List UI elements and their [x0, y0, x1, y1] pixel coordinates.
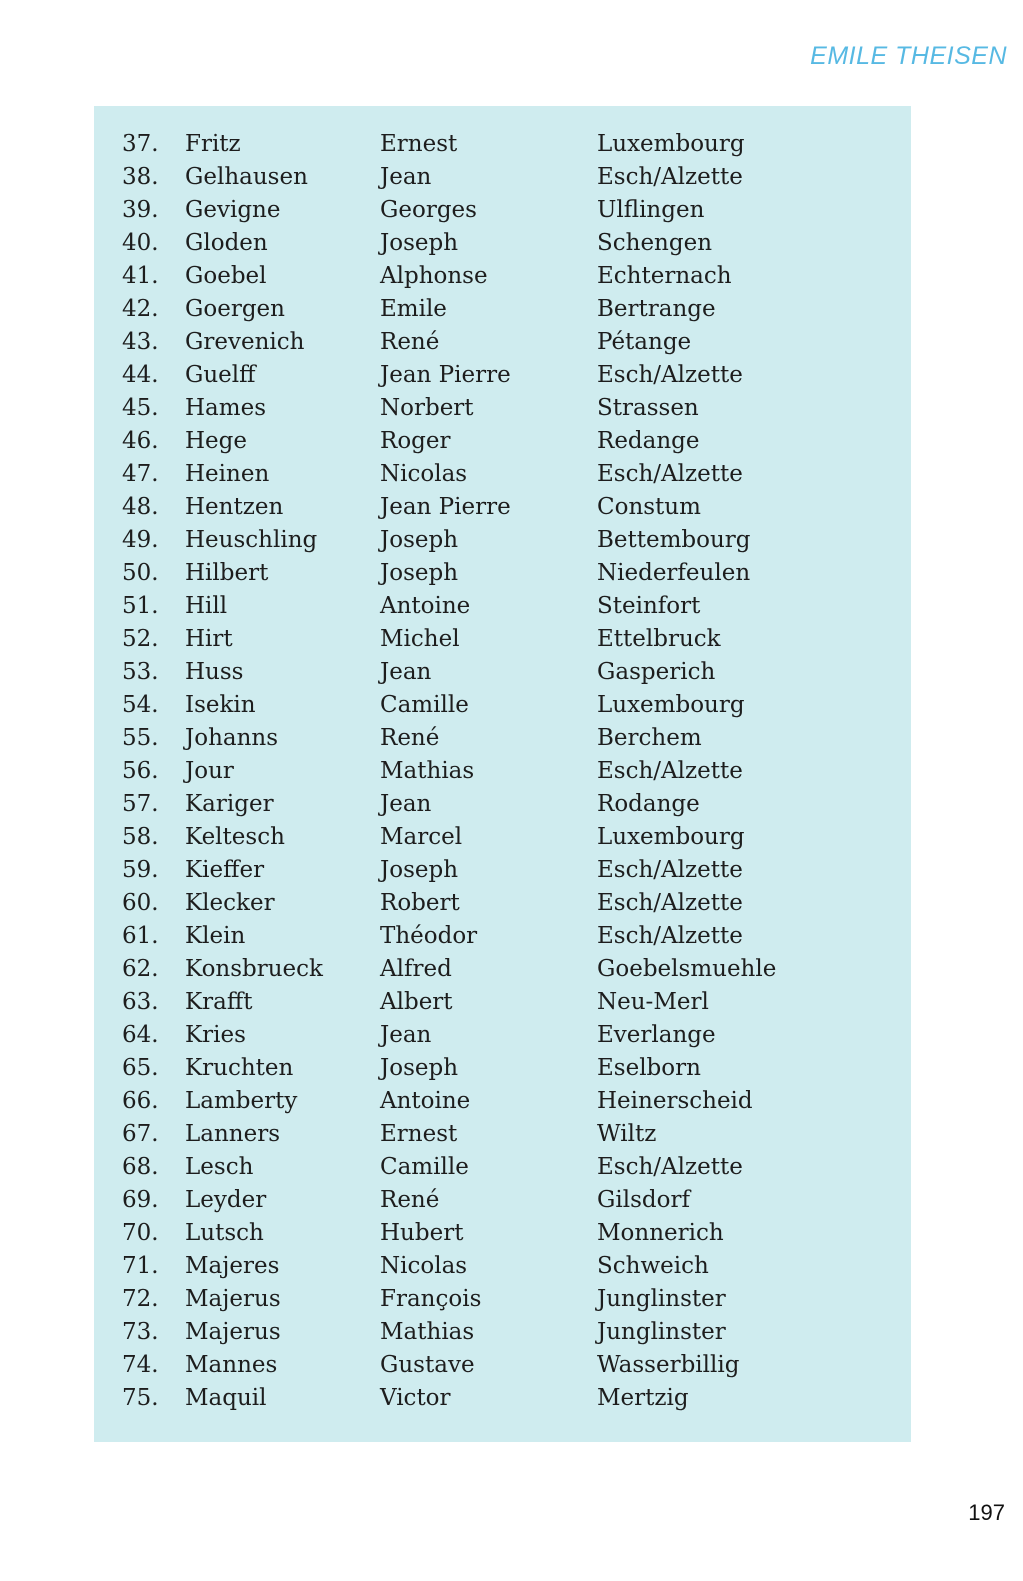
- entry-number: 70.: [122, 1220, 159, 1246]
- entry-surname: Goergen: [185, 296, 285, 322]
- name-list: [94, 130, 911, 1417]
- entry-firstname: René: [380, 725, 440, 751]
- entry-surname: Majeres: [185, 1253, 280, 1279]
- entry-place: Constum: [597, 494, 701, 520]
- entry-surname: Kariger: [185, 791, 274, 817]
- entry-surname: Hill: [185, 593, 228, 619]
- list-item: [94, 889, 911, 922]
- entry-surname: Klecker: [185, 890, 275, 916]
- entry-number: 46.: [122, 428, 159, 454]
- entry-number: 37.: [122, 131, 159, 157]
- entry-place: Eselborn: [597, 1055, 701, 1081]
- entry-place: Wasserbillig: [597, 1352, 740, 1378]
- list-item: [94, 1384, 911, 1417]
- list-item: [94, 922, 911, 955]
- entry-firstname: Joseph: [380, 527, 459, 553]
- entry-surname: Goebel: [185, 263, 267, 289]
- entry-firstname: Georges: [380, 197, 477, 223]
- entry-number: 53.: [122, 659, 159, 685]
- entry-place: Schengen: [597, 230, 713, 256]
- entry-firstname: Victor: [380, 1385, 451, 1411]
- list-item: [94, 1285, 911, 1318]
- entry-firstname: Jean Pierre: [380, 362, 511, 388]
- entry-place: Mertzig: [597, 1385, 689, 1411]
- entry-firstname: Ernest: [380, 131, 458, 157]
- entry-surname: Lutsch: [185, 1220, 264, 1246]
- entry-surname: Lesch: [185, 1154, 254, 1180]
- list-item: [94, 460, 911, 493]
- entry-firstname: Nicolas: [380, 461, 468, 487]
- entry-number: 42.: [122, 296, 159, 322]
- entry-surname: Mannes: [185, 1352, 278, 1378]
- list-item: [94, 592, 911, 625]
- entry-place: Ettelbruck: [597, 626, 721, 652]
- entry-place: Esch/Alzette: [597, 890, 743, 916]
- entry-number: 66.: [122, 1088, 159, 1114]
- entry-firstname: Mathias: [380, 758, 475, 784]
- entry-number: 50.: [122, 560, 159, 586]
- entry-number: 48.: [122, 494, 159, 520]
- list-item: [94, 1318, 911, 1351]
- entry-place: Redange: [597, 428, 700, 454]
- entry-number: 58.: [122, 824, 159, 850]
- list-item: [94, 1054, 911, 1087]
- entry-number: 62.: [122, 956, 159, 982]
- entry-place: Esch/Alzette: [597, 923, 743, 949]
- entry-firstname: Camille: [380, 692, 469, 718]
- entry-surname: Hentzen: [185, 494, 284, 520]
- entry-number: 57.: [122, 791, 159, 817]
- list-item: [94, 955, 911, 988]
- entry-place: Neu-Merl: [597, 989, 709, 1015]
- entry-place: Luxembourg: [597, 824, 745, 850]
- entry-surname: Kries: [185, 1022, 246, 1048]
- entry-firstname: Joseph: [380, 560, 459, 586]
- entry-place: Heinerscheid: [597, 1088, 753, 1114]
- entry-firstname: Mathias: [380, 1319, 475, 1345]
- entry-place: Wiltz: [597, 1121, 657, 1147]
- entry-place: Niederfeulen: [597, 560, 751, 586]
- entry-number: 44.: [122, 362, 159, 388]
- entry-firstname: Roger: [380, 428, 451, 454]
- entry-firstname: Norbert: [380, 395, 474, 421]
- entry-surname: Johanns: [185, 725, 279, 751]
- entry-surname: Gelhausen: [185, 164, 308, 190]
- entry-firstname: Joseph: [380, 230, 459, 256]
- entry-number: 64.: [122, 1022, 159, 1048]
- list-item: [94, 625, 911, 658]
- list-item: [94, 361, 911, 394]
- list-item: [94, 229, 911, 262]
- entry-number: 73.: [122, 1319, 159, 1345]
- entry-surname: Keltesch: [185, 824, 285, 850]
- page-number: 197: [968, 1500, 1005, 1525]
- entry-number: 47.: [122, 461, 159, 487]
- entry-place: Esch/Alzette: [597, 857, 743, 883]
- list-item: [94, 790, 911, 823]
- entry-firstname: Gustave: [380, 1352, 475, 1378]
- entry-number: 67.: [122, 1121, 159, 1147]
- entry-place: Schweich: [597, 1253, 709, 1279]
- entry-number: 39.: [122, 197, 159, 223]
- entry-surname: Grevenich: [185, 329, 305, 355]
- entry-number: 71.: [122, 1253, 159, 1279]
- list-item: [94, 130, 911, 163]
- entry-firstname: Marcel: [380, 824, 463, 850]
- entry-firstname: René: [380, 329, 440, 355]
- entry-place: Bettembourg: [597, 527, 751, 553]
- entry-place: Luxembourg: [597, 131, 745, 157]
- entry-place: Luxembourg: [597, 692, 745, 718]
- list-item: [94, 1120, 911, 1153]
- entry-firstname: Théodor: [380, 923, 478, 949]
- entry-place: Bertrange: [597, 296, 716, 322]
- entry-number: 43.: [122, 329, 159, 355]
- entry-place: Esch/Alzette: [597, 461, 743, 487]
- entry-surname: Kieffer: [185, 857, 265, 883]
- entry-surname: Heinen: [185, 461, 270, 487]
- list-item: [94, 757, 911, 790]
- list-item: [94, 724, 911, 757]
- entry-number: 55.: [122, 725, 159, 751]
- entry-firstname: Antoine: [380, 1088, 471, 1114]
- entry-number: 68.: [122, 1154, 159, 1180]
- entry-firstname: Jean: [380, 791, 432, 817]
- entry-surname: Klein: [185, 923, 246, 949]
- entry-number: 59.: [122, 857, 159, 883]
- entry-surname: Fritz: [185, 131, 241, 157]
- entry-place: Ulflingen: [597, 197, 705, 223]
- entry-firstname: Nicolas: [380, 1253, 468, 1279]
- list-item: [94, 196, 911, 229]
- entry-surname: Hames: [185, 395, 266, 421]
- entry-place: Echternach: [597, 263, 732, 289]
- entry-surname: Gevigne: [185, 197, 281, 223]
- entry-place: Esch/Alzette: [597, 1154, 743, 1180]
- entry-firstname: Jean Pierre: [380, 494, 511, 520]
- entry-place: Steinfort: [597, 593, 701, 619]
- list-item: [94, 823, 911, 856]
- list-item: [94, 526, 911, 559]
- entry-surname: Konsbrueck: [185, 956, 323, 982]
- entry-number: 52.: [122, 626, 159, 652]
- entry-number: 41.: [122, 263, 159, 289]
- entry-surname: Jour: [185, 758, 234, 784]
- entry-firstname: Camille: [380, 1154, 469, 1180]
- entry-surname: Isekin: [185, 692, 256, 718]
- list-item: [94, 163, 911, 196]
- entry-firstname: Alfred: [380, 956, 452, 982]
- list-item: [94, 1252, 911, 1285]
- list-item: [94, 658, 911, 691]
- entry-number: 75.: [122, 1385, 159, 1411]
- list-item: [94, 295, 911, 328]
- entry-place: Goebelsmuehle: [597, 956, 777, 982]
- entry-firstname: Jean: [380, 1022, 432, 1048]
- entry-place: Monnerich: [597, 1220, 724, 1246]
- list-item: [94, 394, 911, 427]
- entry-surname: Majerus: [185, 1319, 281, 1345]
- list-item: [94, 559, 911, 592]
- list-item: [94, 1021, 911, 1054]
- entry-place: Gilsdorf: [597, 1187, 690, 1213]
- entry-firstname: Albert: [380, 989, 453, 1015]
- entry-place: Esch/Alzette: [597, 362, 743, 388]
- entry-surname: Hilbert: [185, 560, 269, 586]
- entry-place: Strassen: [597, 395, 699, 421]
- entry-place: Berchem: [597, 725, 702, 751]
- list-item: [94, 1087, 911, 1120]
- entry-surname: Lanners: [185, 1121, 281, 1147]
- name-list-panel: [94, 106, 911, 1442]
- entry-surname: Krafft: [185, 989, 253, 1015]
- list-item: [94, 328, 911, 361]
- list-item: [94, 1351, 911, 1384]
- list-item: [94, 988, 911, 1021]
- list-item: [94, 427, 911, 460]
- entry-surname: Majerus: [185, 1286, 281, 1312]
- entry-firstname: Alphonse: [380, 263, 488, 289]
- entry-number: 49.: [122, 527, 159, 553]
- entry-number: 60.: [122, 890, 159, 916]
- entry-place: Pétange: [597, 329, 692, 355]
- list-item: [94, 493, 911, 526]
- list-item: [94, 262, 911, 295]
- entry-number: 38.: [122, 164, 159, 190]
- running-header: EMILE THEISEN: [810, 42, 1007, 70]
- entry-surname: Hirt: [185, 626, 233, 652]
- entry-number: 74.: [122, 1352, 159, 1378]
- entry-place: Esch/Alzette: [597, 758, 743, 784]
- entry-number: 40.: [122, 230, 159, 256]
- entry-number: 61.: [122, 923, 159, 949]
- entry-place: Everlange: [597, 1022, 716, 1048]
- entry-surname: Gloden: [185, 230, 268, 256]
- entry-number: 54.: [122, 692, 159, 718]
- entry-firstname: Ernest: [380, 1121, 458, 1147]
- entry-number: 72.: [122, 1286, 159, 1312]
- entry-firstname: Joseph: [380, 857, 459, 883]
- entry-number: 51.: [122, 593, 159, 619]
- entry-surname: Leyder: [185, 1187, 267, 1213]
- entry-place: Rodange: [597, 791, 700, 817]
- entry-firstname: Jean: [380, 164, 432, 190]
- entry-number: 56.: [122, 758, 159, 784]
- entry-number: 69.: [122, 1187, 159, 1213]
- entry-surname: Maquil: [185, 1385, 267, 1411]
- entry-number: 63.: [122, 989, 159, 1015]
- list-item: [94, 1153, 911, 1186]
- entry-firstname: Michel: [380, 626, 460, 652]
- entry-firstname: Joseph: [380, 1055, 459, 1081]
- entry-firstname: Jean: [380, 659, 432, 685]
- entry-place: Junglinster: [597, 1286, 726, 1312]
- list-item: [94, 856, 911, 889]
- entry-surname: Kruchten: [185, 1055, 294, 1081]
- entry-surname: Huss: [185, 659, 244, 685]
- list-item: [94, 1219, 911, 1252]
- entry-firstname: Hubert: [380, 1220, 464, 1246]
- entry-firstname: Emile: [380, 296, 447, 322]
- list-item: [94, 1186, 911, 1219]
- entry-surname: Hege: [185, 428, 248, 454]
- entry-firstname: Robert: [380, 890, 460, 916]
- entry-surname: Guelff: [185, 362, 256, 388]
- entry-place: Esch/Alzette: [597, 164, 743, 190]
- entry-surname: Heuschling: [185, 527, 318, 553]
- list-item: [94, 691, 911, 724]
- entry-place: Gasperich: [597, 659, 716, 685]
- entry-number: 65.: [122, 1055, 159, 1081]
- entry-surname: Lamberty: [185, 1088, 298, 1114]
- entry-place: Junglinster: [597, 1319, 726, 1345]
- entry-number: 45.: [122, 395, 159, 421]
- entry-firstname: Antoine: [380, 593, 471, 619]
- entry-firstname: François: [380, 1286, 482, 1312]
- entry-firstname: René: [380, 1187, 440, 1213]
